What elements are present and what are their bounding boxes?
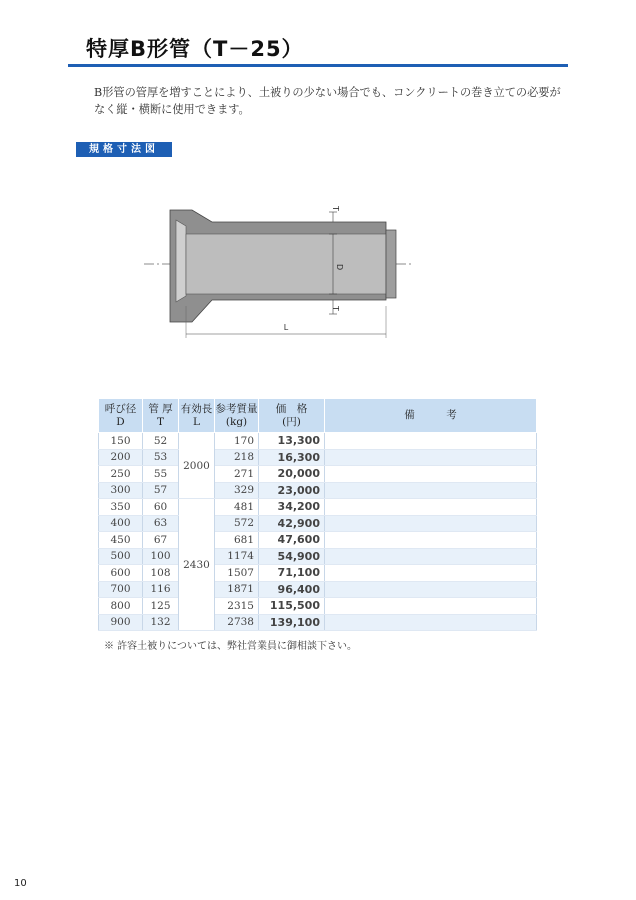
cell-weight: 218 bbox=[215, 449, 259, 466]
cell-diameter: 400 bbox=[99, 515, 143, 532]
table-row bbox=[99, 515, 537, 532]
cell-diameter: 200 bbox=[99, 449, 143, 466]
table-row bbox=[99, 532, 537, 549]
cell-thickness: 55 bbox=[143, 466, 179, 483]
intro-paragraph: B形管の管厚を増すことにより、土被りの少ない場合でも、コンクリートの巻き立ての必要がなく縦・横断に使用できます。 bbox=[94, 86, 561, 116]
header-weight: 参考質量 (kg) bbox=[215, 399, 259, 433]
table-row bbox=[99, 482, 537, 499]
cell-weight: 1871 bbox=[215, 581, 259, 598]
cell-weight: 572 bbox=[215, 515, 259, 532]
cell-price: 16,300 bbox=[259, 449, 325, 466]
label-t-top: T bbox=[331, 206, 340, 211]
table-row bbox=[99, 499, 537, 516]
pipe-bore bbox=[186, 234, 386, 294]
cell-price: 13,300 bbox=[259, 433, 325, 450]
cell-diameter: 700 bbox=[99, 581, 143, 598]
cell-price: 20,000 bbox=[259, 466, 325, 483]
cell-diameter: 450 bbox=[99, 532, 143, 549]
table-row bbox=[99, 466, 537, 483]
cell-remarks bbox=[325, 499, 537, 516]
spigot-end bbox=[386, 230, 396, 298]
header-diameter: 呼び径 D bbox=[99, 399, 143, 433]
cell-weight: 170 bbox=[215, 433, 259, 450]
page-title: 特厚B形管（T－25） bbox=[86, 37, 304, 61]
cell-diameter: 250 bbox=[99, 466, 143, 483]
title-underline bbox=[68, 64, 568, 67]
cell-remarks bbox=[325, 565, 537, 582]
cell-weight: 271 bbox=[215, 466, 259, 483]
cell-remarks bbox=[325, 614, 537, 631]
page-number: 10 bbox=[14, 878, 27, 889]
cell-thickness: 100 bbox=[143, 548, 179, 565]
table-row bbox=[99, 565, 537, 582]
cell-price: 115,500 bbox=[259, 598, 325, 615]
cell-diameter: 800 bbox=[99, 598, 143, 615]
cell-thickness: 116 bbox=[143, 581, 179, 598]
cell-diameter: 600 bbox=[99, 565, 143, 582]
table-row bbox=[99, 581, 537, 598]
cell-remarks bbox=[325, 598, 537, 615]
cell-price: 34,200 bbox=[259, 499, 325, 516]
pipe-dimension-diagram bbox=[140, 198, 430, 348]
cell-thickness: 53 bbox=[143, 449, 179, 466]
label-l: L bbox=[283, 323, 289, 332]
cell-weight: 681 bbox=[215, 532, 259, 549]
cell-weight: 481 bbox=[215, 499, 259, 516]
cell-weight: 2738 bbox=[215, 614, 259, 631]
cell-remarks bbox=[325, 449, 537, 466]
cell-thickness: 67 bbox=[143, 532, 179, 549]
spec-table bbox=[98, 398, 537, 631]
cell-diameter: 900 bbox=[99, 614, 143, 631]
header-thickness: 管 厚 T bbox=[143, 399, 179, 433]
cell-thickness: 132 bbox=[143, 614, 179, 631]
cell-weight: 1174 bbox=[215, 548, 259, 565]
cell-weight: 1507 bbox=[215, 565, 259, 582]
table-row bbox=[99, 548, 537, 565]
cell-remarks bbox=[325, 515, 537, 532]
cell-thickness: 63 bbox=[143, 515, 179, 532]
section-badge: 規格寸法図 bbox=[76, 142, 172, 157]
table-row bbox=[99, 449, 537, 466]
cell-diameter: 150 bbox=[99, 433, 143, 450]
footnote: ※ 許容土被りについては、弊社営業員に御相談下さい。 bbox=[104, 641, 357, 652]
table-header-row bbox=[99, 399, 537, 433]
cell-price: 139,100 bbox=[259, 614, 325, 631]
header-price: 価 格 (円) bbox=[259, 399, 325, 433]
cell-length-group: 2000 bbox=[179, 433, 215, 499]
label-d: D bbox=[335, 264, 344, 271]
cell-remarks bbox=[325, 532, 537, 549]
label-t-bottom: T bbox=[331, 306, 340, 311]
cell-diameter: 500 bbox=[99, 548, 143, 565]
cell-price: 42,900 bbox=[259, 515, 325, 532]
cell-thickness: 108 bbox=[143, 565, 179, 582]
cell-weight: 2315 bbox=[215, 598, 259, 615]
cell-price: 54,900 bbox=[259, 548, 325, 565]
cell-thickness: 57 bbox=[143, 482, 179, 499]
cell-remarks bbox=[325, 548, 537, 565]
table-row bbox=[99, 598, 537, 615]
cell-thickness: 60 bbox=[143, 499, 179, 516]
cell-remarks bbox=[325, 482, 537, 499]
cell-remarks bbox=[325, 581, 537, 598]
cell-remarks bbox=[325, 433, 537, 450]
header-remarks: 備 考 bbox=[325, 399, 537, 433]
cell-thickness: 52 bbox=[143, 433, 179, 450]
cell-thickness: 125 bbox=[143, 598, 179, 615]
cell-price: 23,000 bbox=[259, 482, 325, 499]
cell-diameter: 300 bbox=[99, 482, 143, 499]
cell-price: 96,400 bbox=[259, 581, 325, 598]
table-row bbox=[99, 433, 537, 450]
cell-length-group: 2430 bbox=[179, 499, 215, 631]
cell-diameter: 350 bbox=[99, 499, 143, 516]
cell-remarks bbox=[325, 466, 537, 483]
table-row bbox=[99, 614, 537, 631]
header-length: 有効長 L bbox=[179, 399, 215, 433]
socket-face bbox=[176, 220, 186, 302]
cell-weight: 329 bbox=[215, 482, 259, 499]
cell-price: 47,600 bbox=[259, 532, 325, 549]
cell-price: 71,100 bbox=[259, 565, 325, 582]
